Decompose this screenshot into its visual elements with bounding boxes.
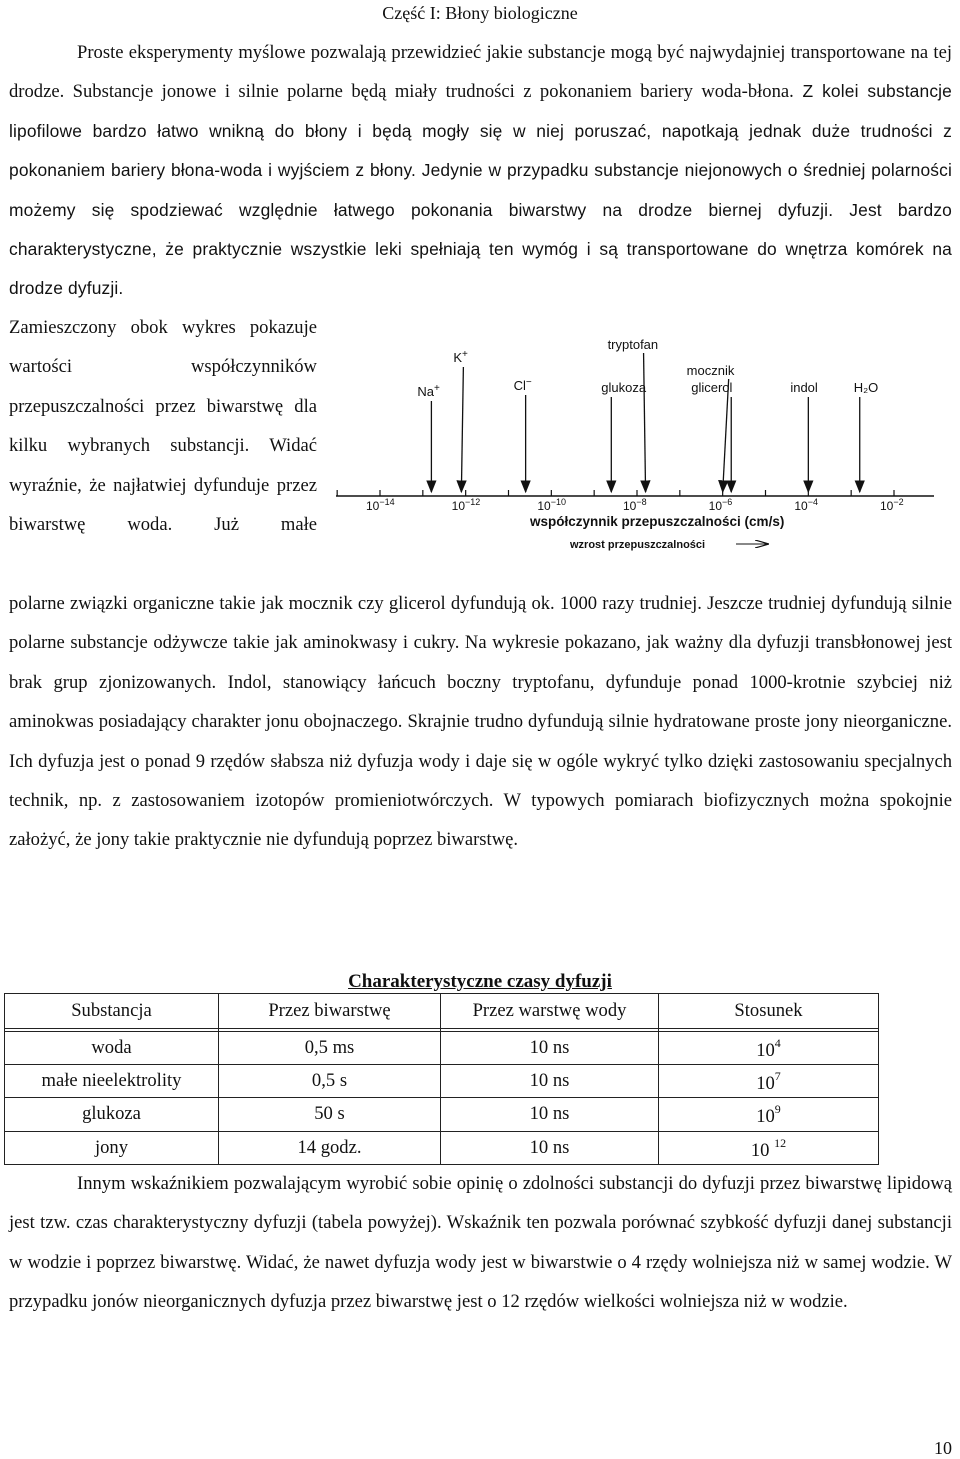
table-title: Charakterystyczne czasy dyfuzji: [348, 971, 612, 992]
substance-label: indol: [790, 380, 818, 395]
page-number: 10: [934, 1438, 952, 1458]
cell-ratio: $10^9$: [659, 1098, 879, 1131]
table-header-row: [5, 994, 879, 1029]
running-header: Część I: Błony biologiczne: [382, 3, 578, 23]
paragraph-intro-sans: Z kolei substancje lipofilowe bardzo łatwo wnikną do błony i będą mogły się w niej poruszać, napotkają jednak duże trudności z pokonaniem bariery błona-woda i wyjściem z błony. Jedynie w przypadku substancje niejonowych o średniej polarności możemy się spodziewać względnie łatwego pokonania biwarstwy na drodze biernej dyfuzji. Jest bardzo charakterystyczne, że praktycznie wszystkie leki spełniają ten wymóg i są transportowane do wnętrza komórek na drodze dyfuzji.: [9, 81, 952, 299]
cell-bilayer: 50 s: [219, 1098, 441, 1131]
substance-label: Cl−: [513, 377, 532, 393]
axis-label: współczynnik przepuszczalności (cm/s): [530, 514, 785, 529]
permeability-figure: [322, 322, 956, 574]
header-bilayer: Przez biwarstwę: [219, 994, 441, 1029]
substance-label: tryptofan: [607, 337, 659, 352]
tick-label: $10^{-2}$: [880, 497, 904, 513]
cell-bilayer: 0,5 ms: [219, 1032, 441, 1065]
paragraph-discussion: polarne związki organiczne takie jak mocznik czy glicerol dyfundują ok. 1000 razy trudniej. Jeszcze trudniej dyfundują silnie polarne substancje odżywcze takie jak aminokwasy i cukry. Na wykresie pokazano, jak ważny dla dyfuzji transbłonowej jest brak grup zjonizowanych. Indol, stanowiący łańcuch boczny tryptofanu, dyfunduje ponad 1000-krotnie szybciej niż aminokwas posiadający charakter jonu obojnaczego. Skrajnie trudno dyfundują silnie hydratowane proste jony nieorganiczne. Ich dyfuzja jest o ponad 9 rzędów słabsza niż dyfuzja wody i daje się w ogóle wykryć tylko dzięki zastosowaniu specjalnych technik, np. z zastosowaniem izotopów promieniotwórczych. W typowych pomiarach biofizycznych można spokojnie założyć, że jony takie praktycznie nie dyfundują poprzez biwarstwę.: [9, 593, 952, 851]
cell-ratio: $10^7$: [659, 1065, 879, 1098]
header-ratio: Stosunek: [659, 994, 879, 1029]
permeability-chart: [322, 322, 956, 574]
paragraph-diffusion-time-text: Innym wskaźnikiem pozwalającym wyrobić sobie opinię o zdolności substancji do dyfuzji przez biwarstwę lipidową jest tzw. czas charakterystyczny dyfuzji (tabela powyżej). Wskaźnik ten pozwala porównać szybkość dyfuzji danej substancji w wodzie i poprzez biwarstwę. Widać, że nawet dyfuzja wody jest w biwarstwie o 4 rzędy wolniejsza niż w samej wodzie. W przypadku jonów nieorganicznych dyfuzja przez biwarstwę jest o 12 rzędów wielkości wolniejsza niż w wodzie.: [9, 1173, 952, 1313]
substance-arrow: [461, 367, 463, 492]
cell-ratio: 10 $^{12}$: [659, 1131, 879, 1164]
substance-label: K+: [453, 349, 468, 365]
table-row: [5, 1065, 879, 1098]
cell-water: 10 ns: [441, 1032, 659, 1065]
paragraph-diffusion-time: [9, 1164, 952, 1322]
substance-label: Na+: [417, 383, 440, 399]
tick-label: $10^{-8}$: [623, 497, 647, 513]
header-substance: Substancja: [5, 994, 219, 1029]
tick-label: $10^{-4}$: [794, 497, 818, 513]
substance-arrow: [723, 379, 729, 492]
table-row: [5, 1098, 879, 1131]
cell-substance: jony: [5, 1131, 219, 1164]
cell-ratio: $10^4$: [659, 1032, 879, 1065]
table-row: [5, 1032, 879, 1065]
substance-label: glukoza: [601, 380, 647, 395]
tick-label: $10^{-6}$: [708, 497, 733, 513]
cell-bilayer: 0,5 s: [219, 1065, 441, 1098]
arrow-label: wzrost przepuszczalności: [570, 539, 706, 551]
header-water: Przez warstwę wody: [441, 994, 659, 1029]
tick-label: $10^{-12}$: [451, 497, 481, 513]
substance-label: glicerol: [691, 380, 733, 395]
table-row: [5, 1131, 879, 1164]
tick-label: $10^{-14}$: [366, 497, 395, 513]
paragraph-intro: [9, 33, 952, 309]
cell-substance: małe nieelektrolity: [5, 1065, 219, 1098]
cell-water: 10 ns: [441, 1098, 659, 1131]
tick-label: $10^{-10}$: [537, 497, 566, 513]
substance-label: H₂O: [853, 380, 879, 395]
paragraph-intro-serif: Proste eksperymenty myślowe pozwalają przewidzieć jakie substancje mogą być najwydajniej transportowane na tej drodze. Substancje jonowe i silnie polarne będą miały trudności z pokonaniem bariery woda-błona.: [9, 42, 952, 103]
cell-bilayer: 14 godz.: [219, 1131, 441, 1164]
cell-water: 10 ns: [441, 1065, 659, 1098]
paragraph-figure-wrap: Zamieszczony obok wykres pokazuje wartości współczynników przepuszczalności przez biwarstwę dla kilku wybranych substancji. Widać wyraźnie, że najłatwiej dyfunduje przez biwarstwę woda. Już małe: [9, 317, 317, 536]
substance-label: mocznik: [686, 363, 735, 378]
substance-arrow: [644, 353, 646, 492]
diffusion-times-table: [4, 993, 879, 1165]
cell-substance: glukoza: [5, 1098, 219, 1131]
cell-substance: woda: [5, 1032, 219, 1065]
cell-water: 10 ns: [441, 1131, 659, 1164]
